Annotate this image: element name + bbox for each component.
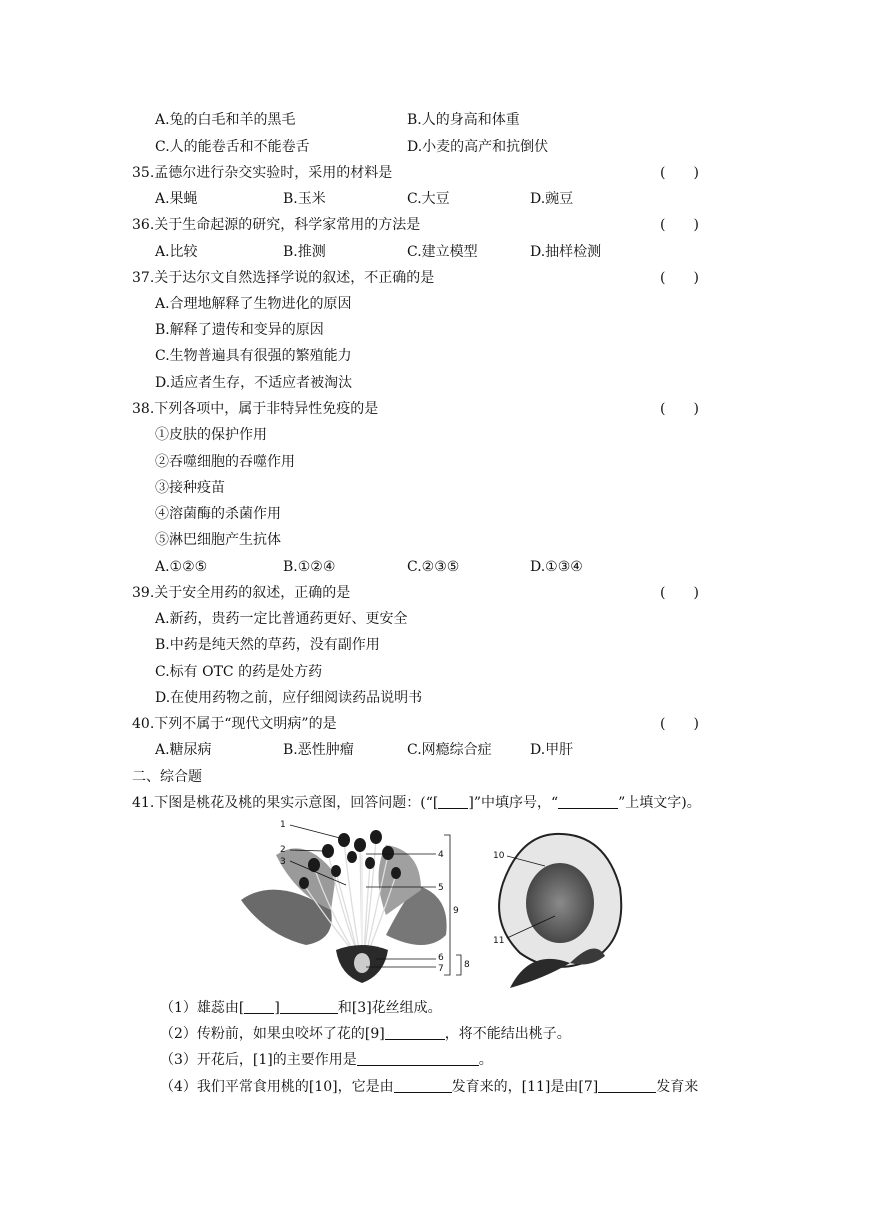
label-5: 5 <box>438 883 444 893</box>
q41-sub-3 <box>160 1050 493 1070</box>
q41-sub-3-text-a: （3）开花后，[1]的主要作用是 <box>160 1052 357 1068</box>
q38-item-2: ②吞噬细胞的吞噬作用 <box>155 454 295 470</box>
label-11: 11 <box>493 936 505 946</box>
q38-item-5: ⑤淋巴细胞产生抗体 <box>155 532 281 548</box>
q39-option-d: D.在使用药物之前，应仔细阅读药品说明书 <box>155 690 423 706</box>
q41-sub-1-text-c: 和[3]花丝组成。 <box>337 1000 442 1016</box>
q38-item-1: ①皮肤的保护作用 <box>155 427 267 443</box>
q41-sub-1-text-a: （1）雄蕊由[ <box>160 1000 245 1016</box>
label-4: 4 <box>438 850 444 860</box>
q38-option-a: A.①②⑤ <box>155 559 208 575</box>
q39-stem: 39.关于安全用药的叙述，正确的是 <box>132 585 351 601</box>
label-6: 6 <box>438 953 444 963</box>
q37-option-a: A.合理地解释了生物进化的原因 <box>155 296 352 312</box>
q39-option-a: A.新药，贵药一定比普通药更好、更安全 <box>155 611 408 627</box>
q34-option-d: D.小麦的高产和抗倒伏 <box>407 139 549 155</box>
label-2: 2 <box>280 845 286 855</box>
q41-stem-part-b: ]”中填序号，“ <box>468 795 559 811</box>
label-3: 3 <box>280 857 286 867</box>
q35-option-a: A.果蝇 <box>155 191 198 207</box>
label-7: 7 <box>438 964 444 974</box>
q39-option-b: B.中药是纯天然的草药，没有副作用 <box>155 637 380 653</box>
q36-option-a: A.比较 <box>155 244 198 260</box>
q37-option-c: C.生物普遍具有很强的繁殖能力 <box>155 348 352 364</box>
q35-option-b: B.玉米 <box>283 191 326 207</box>
q41-sub-3-text-b: 。 <box>478 1052 493 1068</box>
leaf <box>510 959 570 988</box>
q38-answer-paren: ( ) <box>660 401 699 417</box>
q37-stem: 37.关于达尔文自然选择学说的叙述，不正确的是 <box>132 270 435 286</box>
q35-answer-paren: ( ) <box>660 165 699 181</box>
blank-4b[interactable] <box>598 1078 656 1093</box>
q34-option-c: C.人的能卷舌和不能卷舌 <box>155 139 310 155</box>
label-8: 8 <box>464 960 470 970</box>
q38-option-d: D.①③④ <box>530 559 583 575</box>
blank-4a[interactable] <box>394 1078 452 1093</box>
q34-option-b: B.人的身高和体重 <box>407 112 520 128</box>
number-blank[interactable] <box>438 794 468 809</box>
blank-1b[interactable] <box>280 999 338 1014</box>
q41-sub-4-text-a: （4）我们平常食用桃的[10]，它是由 <box>160 1079 394 1095</box>
q38-item-3: ③接种疫苗 <box>155 480 225 496</box>
section-heading: 二、综合题 <box>132 769 202 785</box>
q40-option-d: D.甲肝 <box>530 742 574 758</box>
q41-stem-part-c: ”上填文字)。 <box>618 795 701 811</box>
peach-flower-diagram <box>236 815 476 990</box>
label-1: 1 <box>280 820 286 830</box>
q38-option-b: B.①②④ <box>283 559 336 575</box>
q40-option-c: C.网瘾综合症 <box>407 742 492 758</box>
q37-option-d: D.适应者生存，不适应者被淘汰 <box>155 375 353 391</box>
q41-sub-4-text-b: 发育来的，[11]是由[7] <box>451 1079 599 1095</box>
q36-stem: 36.关于生命起源的研究，科学家常用的方法是 <box>132 217 421 233</box>
q41-sub-4-text-c: 发育来 <box>656 1079 699 1095</box>
q37-answer-paren: ( ) <box>660 270 699 286</box>
q41-sub-2 <box>160 1024 571 1044</box>
q36-answer-paren: ( ) <box>660 217 699 233</box>
peach-fruit-diagram <box>485 828 635 990</box>
q40-option-b: B.恶性肿瘤 <box>283 742 354 758</box>
label-10: 10 <box>493 851 505 861</box>
q37-option-b: B.解释了遗传和变异的原因 <box>155 322 324 338</box>
q35-option-c: C.大豆 <box>407 191 450 207</box>
q34-option-a: A.兔的白毛和羊的黑毛 <box>155 112 296 128</box>
q35-stem: 35.孟德尔进行杂交实验时，采用的材料是 <box>132 165 393 181</box>
blank-2[interactable] <box>385 1025 445 1040</box>
q40-answer-paren: ( ) <box>660 716 699 732</box>
q40-stem: 40.下列不属于“现代文明病”的是 <box>132 716 337 732</box>
label-9: 9 <box>453 906 459 916</box>
q41-sub-4 <box>160 1077 698 1097</box>
q40-option-a: A.糖尿病 <box>155 742 212 758</box>
q35-option-d: D.豌豆 <box>530 191 574 207</box>
blank-1a[interactable] <box>244 999 274 1014</box>
ovary <box>354 953 370 973</box>
q36-option-c: C.建立模型 <box>407 244 478 260</box>
q38-item-4: ④溶菌酶的杀菌作用 <box>155 506 281 522</box>
q41-sub-2-text-b: ，将不能结出桃子。 <box>444 1026 571 1042</box>
q39-answer-paren: ( ) <box>660 585 699 601</box>
q38-stem: 38.下列各项中，属于非特异性免疫的是 <box>132 401 379 417</box>
text-blank[interactable] <box>558 794 618 809</box>
q41-sub-2-text-a: （2）传粉前，如果虫咬坏了花的[9] <box>160 1026 385 1042</box>
peach-pit <box>526 863 594 943</box>
q41-stem <box>132 793 701 813</box>
q41-sub-1-text-b: ] <box>274 1000 280 1016</box>
q38-option-c: C.②③⑤ <box>407 559 460 575</box>
q36-option-d: D.抽样检测 <box>530 244 602 260</box>
q36-option-b: B.推测 <box>283 244 326 260</box>
q41-sub-1 <box>160 998 442 1018</box>
q39-option-c: C.标有 OTC 的药是处方药 <box>155 664 323 680</box>
blank-3[interactable] <box>357 1051 479 1066</box>
q41-stem-part-a: 41.下图是桃花及桃的果实示意图，回答问题：(“[ <box>132 795 439 811</box>
